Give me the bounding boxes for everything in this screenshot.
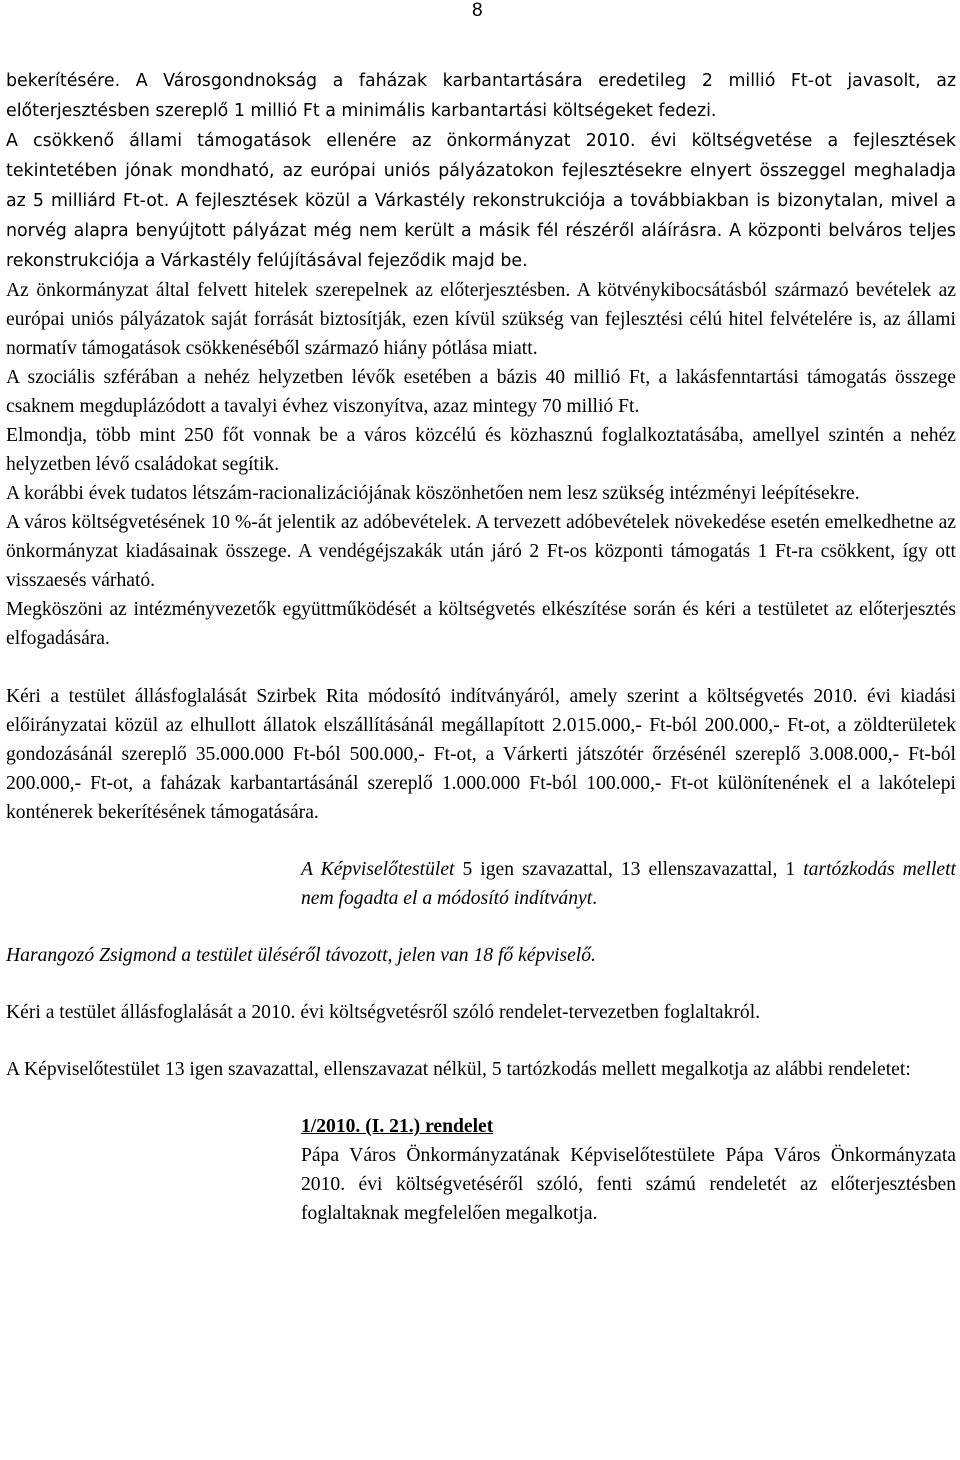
spacer — [6, 653, 956, 682]
paragraph-hitelek: Az önkormányzat által felvett hitelek szerepelnek az előterjesztésben. A kötvénykibocsátásból származó bevételek az európai uniós pályázatok saját forrását biztosítják, ezen kívül szükség van fejlesztési célú hitel felvételére is, az állami normatív támogatások csökkenéséből származó hiány pótlása miatt. — [6, 280, 956, 359]
text-run: A csökkenő állami támogatások ellenére az önkormányzat 2010. évi költségvetése a fejlesztések tekintetében jónak mondható, az európai uniós pályázatokon fejlesztésekre elnyert összeggel meghaladja az 5 milliárd Ft-ot. — [6, 131, 956, 211]
text-run: tartózkodás mellett nem fogadta el a módosító indítványt — [301, 859, 956, 909]
spacer — [6, 1027, 956, 1055]
paragraph-letszam: A korábbi évek tudatos létszám-racionalizációjának köszönhetően nem lesz szükség intézményi leépítésekre. — [6, 483, 860, 504]
text-run: A Képviselőtestület — [301, 859, 455, 880]
spacer — [6, 913, 956, 941]
paragraph-koszonet: Megköszöni az intézményvezetők együttműködését a költségvetés elkészítése során és kéri a testületet az előterjesztés elfogadására. — [6, 599, 956, 649]
paragraph-foglalkoztatas: Elmondja, több mint 250 főt vonnak be a város közcélú és közhasznú foglalkoztatásába, amellyel szintén a nehéz helyzetben lévő családokat segítik. — [6, 425, 956, 475]
decree-block — [301, 1112, 956, 1228]
page-number: 8 — [472, 0, 483, 21]
text-run: 5 igen szavazattal, 13 ellenszavazattal, 1 — [454, 859, 804, 880]
paragraph-szocialis: A szociális szférában a nehéz helyzetben lévők esetében a bázis 40 millió Ft, a lakásfenntartási támogatás összege csaknem megduplázódott a tavalyi évhez viszonyítva, azaz mintegy 70 millió Ft. — [6, 367, 956, 417]
paragraph-modosito-inditvany: Kéri a testület állásfoglalását Szirbek Rita módosító indítványáról, amely szerint a költségvetés 2010. évi kiadási előirányzatai közül az elhullott állatok elszállításánál megállapított 2.015.000,- Ft-ból 200.000,- Ft-ot, a zöldterületek gondozásánál szereplő 35.000.000 Ft-ból 500.000,- Ft-ot, a Várkerti játszótér őrzésénél szereplő 3.008.000,- Ft-ból 200.000,- Ft-ot, a faházak karbantartásánál szereplő 1.000.000 Ft-ból 100.000,- Ft-ot különítenének el a lakótelepi konténerek bekerítésének támogatására. — [6, 686, 956, 823]
spacer — [6, 827, 956, 855]
document-body — [6, 66, 956, 1228]
text-run: bekerítésére. — [6, 71, 121, 91]
decree-title: 1/2010. (I. 21.) rendelet — [301, 1116, 494, 1137]
vote-result-1 — [301, 855, 956, 913]
spacer — [6, 1084, 956, 1112]
spacer — [6, 970, 956, 998]
text-run: A Városgondnokság a faházak karbantartására eredetileg 2 millió Ft-ot javasolt, az előterjesztésben szereplő 1 millió Ft a minimális karbantartási költségeket fedezi. — [6, 71, 956, 121]
paragraph-fejlesztesek — [6, 126, 956, 276]
text-run: A fejlesztések közül a Várkastély rekonstrukciója a továbbiakban is bizonytalan, mivel a norvég alapra benyújtott pályázat még nem került a másik fél részéről aláírásra. A központi belváros teljes rekonstrukciója a Várkastély felújításával fejeződik majd be. — [6, 191, 956, 271]
paragraph-faházak — [6, 66, 956, 126]
paragraph-megalkotja: A Képviselőtestület 13 igen szavazattal, ellenszavazat nélkül, 5 tartózkodás mellett megalkotja az alábbi rendeletet: — [6, 1059, 911, 1080]
text-run: . — [592, 888, 598, 909]
decree-text: Pápa Város Önkormányzatának Képviselőtestülete Pápa Város Önkormányzata 2010. évi költségvetéséről szóló, fenti számú rendeletét az előterjesztésben foglaltaknak megfelelően megalkotja. — [301, 1145, 956, 1224]
paragraph-rendelet-tervezet: Kéri a testület állásfoglalását a 2010. évi költségvetésről szóló rendelet-tervezetben foglaltakról. — [6, 1002, 761, 1023]
attendance-note: Harangozó Zsigmond a testület üléséről távozott, jelen van 18 fő képviselő. — [6, 945, 596, 966]
paragraph-adobevetelek: A város költségvetésének 10 %-át jelentik az adóbevételek. A tervezett adóbevételek növekedése esetén emelkedhetne az önkormányzat kiadásainak összege. A vendégéjszakák után járó 2 Ft-os központi támogatás 1 Ft-ra csökkent, így ott visszaesés várható. — [6, 512, 956, 591]
